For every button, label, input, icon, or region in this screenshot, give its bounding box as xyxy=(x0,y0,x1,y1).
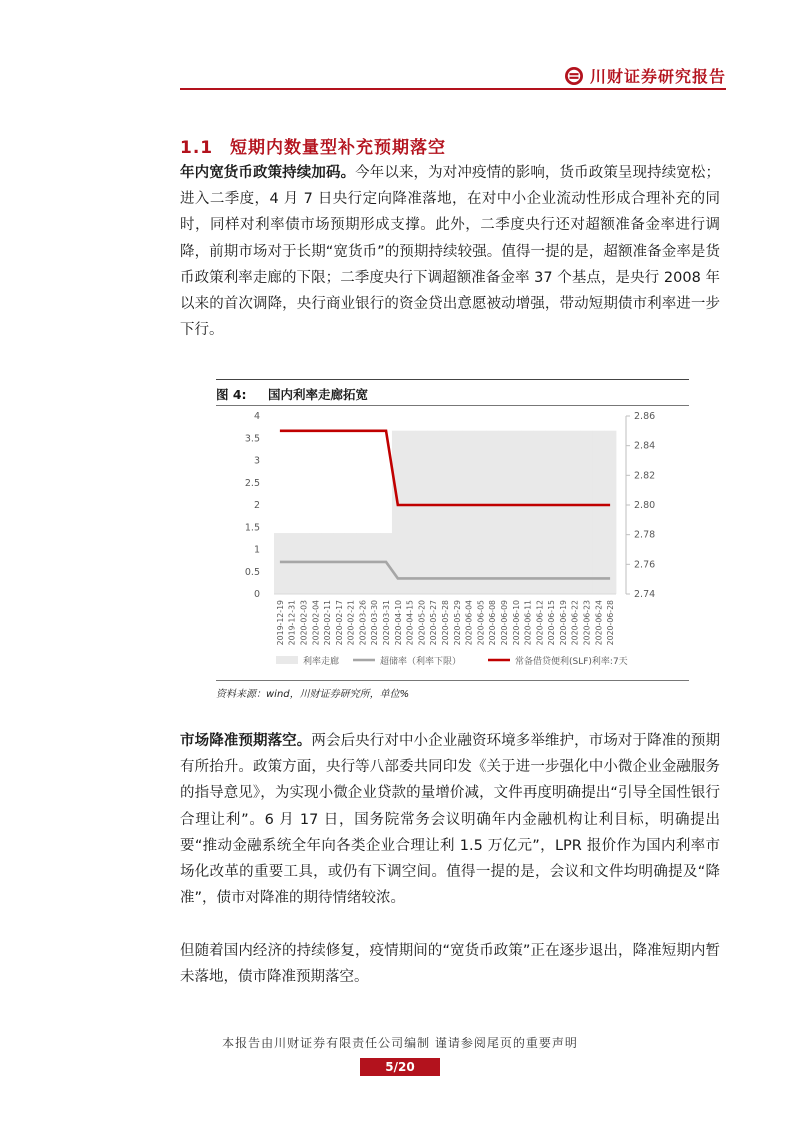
page-number: 5/20 xyxy=(360,1058,440,1076)
brand-logo-icon xyxy=(564,66,584,86)
area-band xyxy=(404,431,416,594)
x-axis-tick-label: 2020-03-31 xyxy=(382,600,392,646)
page-header xyxy=(180,58,726,90)
rate-corridor-chart xyxy=(216,406,689,676)
left-axis-tick-label: 0.5 xyxy=(244,566,260,578)
left-axis-tick-label: 4 xyxy=(253,411,260,422)
left-axis-tick-label: 3 xyxy=(253,455,260,467)
figure-source: 资料来源：wind，川财证券研究所，单位% xyxy=(216,689,410,700)
x-axis-tick-label: 2020-06-24 xyxy=(594,600,604,646)
area-band xyxy=(345,533,357,594)
area-band xyxy=(298,533,310,594)
x-axis-tick-label: 2020-02-03 xyxy=(299,600,309,646)
area-band xyxy=(533,431,545,594)
x-axis-tick-label: 2020-06-19 xyxy=(558,600,568,646)
x-axis-tick-label: 2020-02-04 xyxy=(311,600,321,646)
paragraph-3-body: 但随着国内经济的持续修复，疫情期间的“宽货币政策”正在逐步退出，降准短期内暂未落地，债市降准预期落空。 xyxy=(180,943,720,986)
figure-top-rule xyxy=(216,379,689,380)
x-axis-tick-label: 2020-06-23 xyxy=(582,600,592,646)
area-band xyxy=(498,431,510,594)
paragraph-2-lead: 市场降准预期落空。 xyxy=(180,733,312,749)
x-axis-tick-label: 2020-05-29 xyxy=(452,600,462,646)
area-band xyxy=(451,431,463,594)
right-axis-tick-label: 2.80 xyxy=(634,500,656,511)
paragraph-1 xyxy=(180,160,720,343)
area-band xyxy=(486,431,498,594)
legend-label: 超储率（利率下限） xyxy=(380,657,462,667)
x-axis-tick-label: 2020-06-22 xyxy=(570,600,580,646)
paragraph-3 xyxy=(180,938,720,990)
footer-disclaimer: 本报告由川财证券有限责任公司编制 谨请参阅尾页的重要声明 xyxy=(222,1036,578,1050)
left-axis-tick-label: 3.5 xyxy=(244,433,260,445)
x-axis-tick-label: 2020-05-20 xyxy=(417,600,427,646)
area-band xyxy=(569,431,581,594)
brand xyxy=(564,64,726,87)
area-band xyxy=(463,431,475,594)
area-band xyxy=(309,533,321,594)
legend-swatch xyxy=(276,656,298,664)
paragraph-1-lead: 年内宽货币政策持续加码。 xyxy=(180,165,356,181)
area-band xyxy=(592,431,604,594)
x-axis-tick-label: 2020-06-04 xyxy=(464,600,474,646)
x-axis-tick-label: 2020-04-10 xyxy=(393,600,403,646)
area-band xyxy=(416,431,428,594)
x-axis-tick-label: 2020-02-11 xyxy=(323,600,333,646)
left-axis-tick-label: 2 xyxy=(253,500,260,511)
legend-label: 利率走廊 xyxy=(303,657,340,667)
header-rule xyxy=(180,88,726,90)
area-band xyxy=(427,431,439,594)
right-axis-tick-label: 2.74 xyxy=(634,589,656,600)
section-title: 短期内数量型补充预期落空 xyxy=(230,138,446,158)
area-band xyxy=(368,533,380,594)
x-axis-tick-label: 2020-03-26 xyxy=(358,600,368,646)
section-number: 1.1 xyxy=(180,138,214,158)
x-axis-tick-label: 2020-06-08 xyxy=(488,600,498,646)
left-axis-tick-label: 1 xyxy=(253,544,260,556)
figure-bottom-rule xyxy=(216,680,689,681)
area-band xyxy=(274,533,286,594)
x-axis-tick-label: 2020-06-12 xyxy=(535,600,545,646)
x-axis-tick-label: 2020-02-21 xyxy=(346,600,356,646)
left-axis-tick-label: 0 xyxy=(253,589,260,600)
x-axis-tick-label: 2020-06-09 xyxy=(499,600,509,646)
brand-name: 川财证券研究报告 xyxy=(589,67,726,86)
area-band xyxy=(333,533,345,594)
x-axis-tick-label: 2019-12-31 xyxy=(287,600,297,646)
x-axis-tick-label: 2020-05-27 xyxy=(429,600,439,646)
x-axis-tick-label: 2020-06-15 xyxy=(547,600,557,646)
x-axis-tick-label: 2020-02-17 xyxy=(334,600,344,646)
x-axis-tick-label: 2020-06-05 xyxy=(476,600,486,646)
area-band xyxy=(522,431,534,594)
right-axis-tick-label: 2.78 xyxy=(634,529,656,541)
right-axis-tick-label: 2.86 xyxy=(634,411,656,422)
left-axis-tick-label: 1.5 xyxy=(244,522,260,534)
x-axis-tick-label: 2020-04-15 xyxy=(405,600,415,646)
x-axis-tick-label: 2020-06-10 xyxy=(511,600,521,646)
area-band xyxy=(557,431,569,594)
x-axis-tick-label: 2020-05-28 xyxy=(441,600,450,646)
x-axis-tick-label: 2019-12-19 xyxy=(275,600,285,646)
figure-label: 图 4: xyxy=(216,387,247,402)
figure-title: 国内利率走廊拓宽 xyxy=(268,387,369,402)
area-band xyxy=(604,431,616,594)
x-axis-tick-label: 2020-06-11 xyxy=(523,600,533,646)
area-band xyxy=(474,431,486,594)
legend-label: 常备借贷便利(SLF)利率:7天 xyxy=(515,657,628,667)
paragraph-2-body: 两会后央行对中小企业融资环境多举维护，市场对于降准的预期有所抬升。政策方面，央行等八部委共同印发《关于进一步强化中小微企业金融服务的指导意见》，为实现小微企业贷款的量增价减，文件再度明确提出“引导全国性银行合理让利”。6 月 17 日，国务院常务会议明确年内金融机构让利目标，明确提出要“推动金融系统全年向各类企业合理让利 1.5 万亿元”，LPR 报价作为国内利率市场化改革的重要工具，或仍有下调空间。值得一提的是，会议和文件均明确提及“降准”，债市对降准的期待情绪较浓。 xyxy=(180,733,720,907)
paragraph-1-body: 今年以来，为对冲疫情的影响，货币政策呈现持续宽松；进入二季度，4 月 7 日央行定向降准落地，在对中小企业流动性形成合理补充的同时，同样对利率债市场预期形成支撑。此外，二季度央行还对超额准备金率进行调降，前期市场对于长期“宽货币”的预期持续较强。值得一提的是，超额准备金率是货币政策利率走廊的下限；二季度央行下调超额准备金率 37 个基点，是央行 2008 年以来的首次调降，央行商业银行的资金贷出意愿被动增强，带动短期债市利率进一步下行。 xyxy=(180,165,721,339)
area-band xyxy=(545,431,557,594)
figure-caption xyxy=(216,385,368,403)
section-heading xyxy=(180,133,446,158)
area-band xyxy=(510,431,522,594)
area-band xyxy=(439,431,451,594)
paragraph-2 xyxy=(180,728,720,911)
area-band xyxy=(357,533,369,594)
area-band xyxy=(392,431,404,594)
left-axis-tick-label: 2.5 xyxy=(244,477,260,489)
right-axis-tick-label: 2.82 xyxy=(634,470,656,482)
right-axis-tick-label: 2.84 xyxy=(634,440,656,452)
x-axis-tick-label: 2020-03-30 xyxy=(370,600,380,646)
x-axis-tick-label: 2020-06-28 xyxy=(606,600,616,646)
right-axis-tick-label: 2.76 xyxy=(634,559,656,571)
area-band xyxy=(581,431,593,594)
area-band xyxy=(286,533,298,594)
area-band xyxy=(321,533,333,594)
